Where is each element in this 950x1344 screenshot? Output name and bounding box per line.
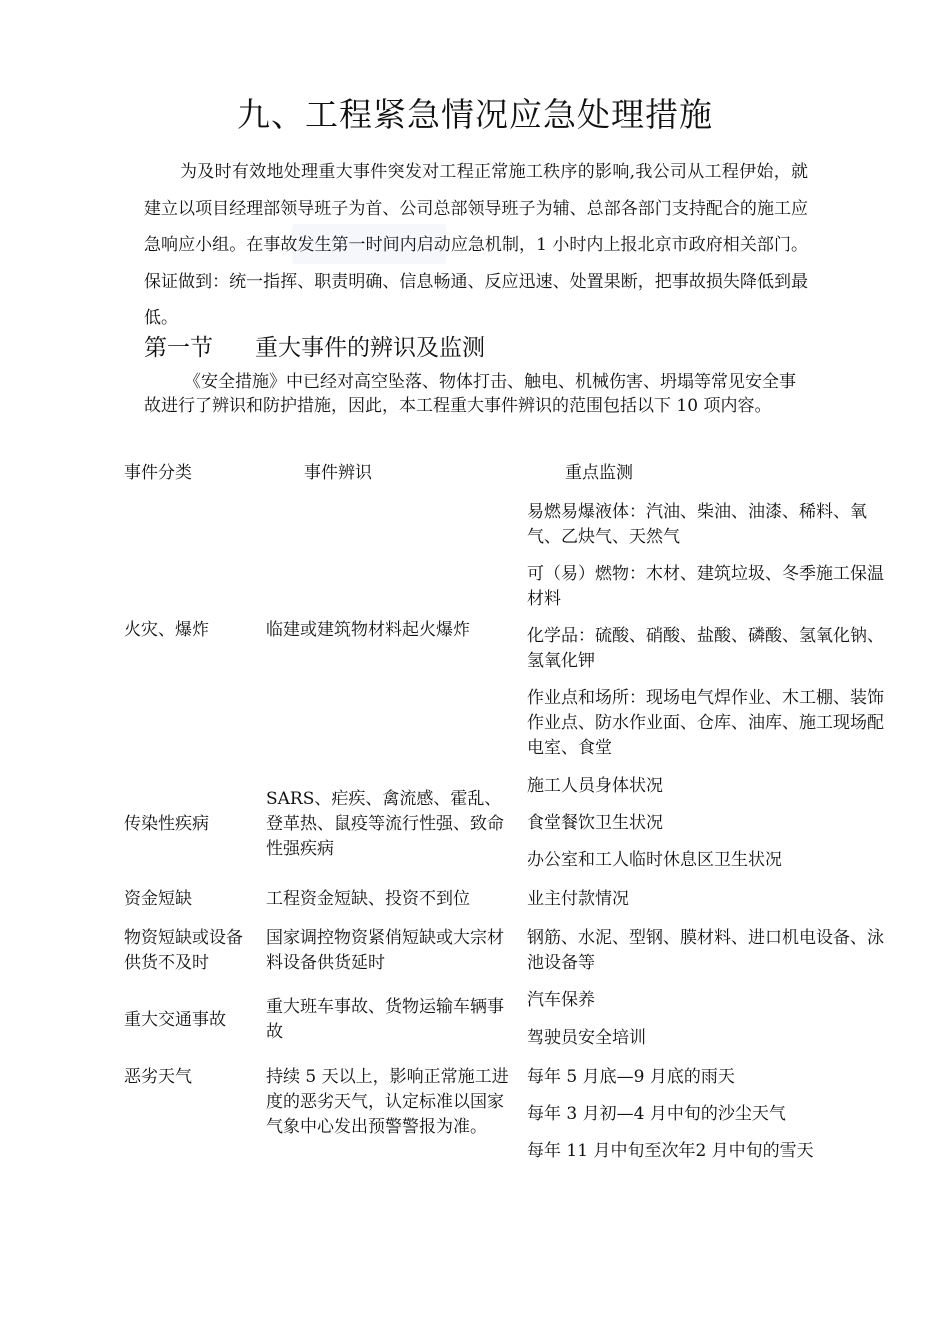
table-cell-category: 恶劣天气 (124, 1067, 192, 1087)
section-number: 第一节 (144, 335, 213, 361)
table-cell-category: 重大交通事故 (124, 1010, 226, 1030)
table-header-category: 事件分类 (124, 463, 192, 483)
table-cell-monitoring: 作业点和场所：现场电气焊作业、木工棚、装饰作业点、防水作业面、仓库、油库、施工现场配电室、食堂 (527, 688, 884, 758)
table-cell-identification: 持续 5 天以上，影响正常施工进度的恶劣天气，认定标准以国家气象中心发出预警警报为准。 (266, 1067, 509, 1137)
table-cell-identification: 国家调控物资紧俏短缺或大宗材料设备供货延时 (266, 928, 504, 973)
table-cell-monitoring: 办公室和工人临时休息区卫生状况 (527, 850, 782, 870)
table-cell-monitoring: 可（易）燃物：木材、建筑垃圾、冬季施工保温材料 (527, 564, 884, 609)
table-cell-monitoring: 施工人员身体状况 (527, 776, 663, 796)
table-cell-monitoring: 每年 5 月底—9 月底的雨天 (527, 1067, 735, 1087)
table-cell-monitoring: 钢筋、水泥、型钢、膜材料、进口机电设备、泳池设备等 (527, 928, 884, 973)
table-cell-identification: SARS、疟疾、禽流感、霍乱、登革热、鼠疫等流行性强、致命性强疾病 (266, 789, 504, 859)
page-title: 九、工程紧急情况应急处理措施 (237, 95, 713, 134)
table-cell-category: 传染性疾病 (124, 814, 209, 834)
table-cell-monitoring: 汽车保养 (527, 990, 595, 1010)
table-cell-category: 资金短缺 (124, 889, 192, 909)
intro-paragraph: 为及时有效地处理重大事件突发对工程正常施工秩序的影响,我公司从工程伊始，就建立以项目经理部领导班子为首、公司总部领导班子为辅、总部各部门支持配合的施工应急响应小组。在事故发生第一时间内启动应急机制，1 小时内上报北京市政府相关部门。保证做到：统一指挥、职责明确、信息畅通、反应迅速、处置果断，把事故损失降低到最低。 (144, 162, 808, 328)
table-cell-category: 物资短缺或设备供货不及时 (124, 928, 243, 973)
table-header-identification: 事件辨识 (304, 463, 372, 483)
table-cell-identification: 临建或建筑物材料起火爆炸 (266, 620, 470, 640)
table-cell-monitoring: 食堂餐饮卫生状况 (527, 813, 663, 833)
table-cell-monitoring: 驾驶员安全培训 (527, 1028, 646, 1048)
table-cell-monitoring: 易燃易爆液体：汽油、柴油、油漆、稀料、氧气、乙炔气、天然气 (527, 502, 867, 547)
table-cell-monitoring: 每年 3 月初—4 月中旬的沙尘天气 (527, 1104, 786, 1124)
table-cell-identification: 重大班车事故、货物运输车辆事故 (266, 997, 504, 1042)
table-cell-category: 火灾、爆炸 (124, 620, 209, 640)
table-cell-monitoring: 化学品：硫酸、硝酸、盐酸、磷酸、氢氧化钠、氢氧化钾 (527, 626, 884, 671)
section-intro-paragraph: 《安全措施》中已经对高空坠落、物体打击、触电、机械伤害、坍塌等常见安全事故进行了辨识和防护措施，因此，本工程重大事件辨识的范围包括以下 10 项内容。 (144, 372, 796, 416)
section-heading (144, 330, 485, 366)
table-cell-monitoring: 业主付款情况 (527, 889, 629, 909)
table-header-monitoring: 重点监测 (565, 463, 633, 483)
table-cell-identification: 工程资金短缺、投资不到位 (266, 889, 470, 909)
table-cell-monitoring: 每年 11 月中旬至次年2 月中旬的雪天 (527, 1141, 814, 1161)
section-title: 重大事件的辨识及监测 (255, 335, 485, 361)
